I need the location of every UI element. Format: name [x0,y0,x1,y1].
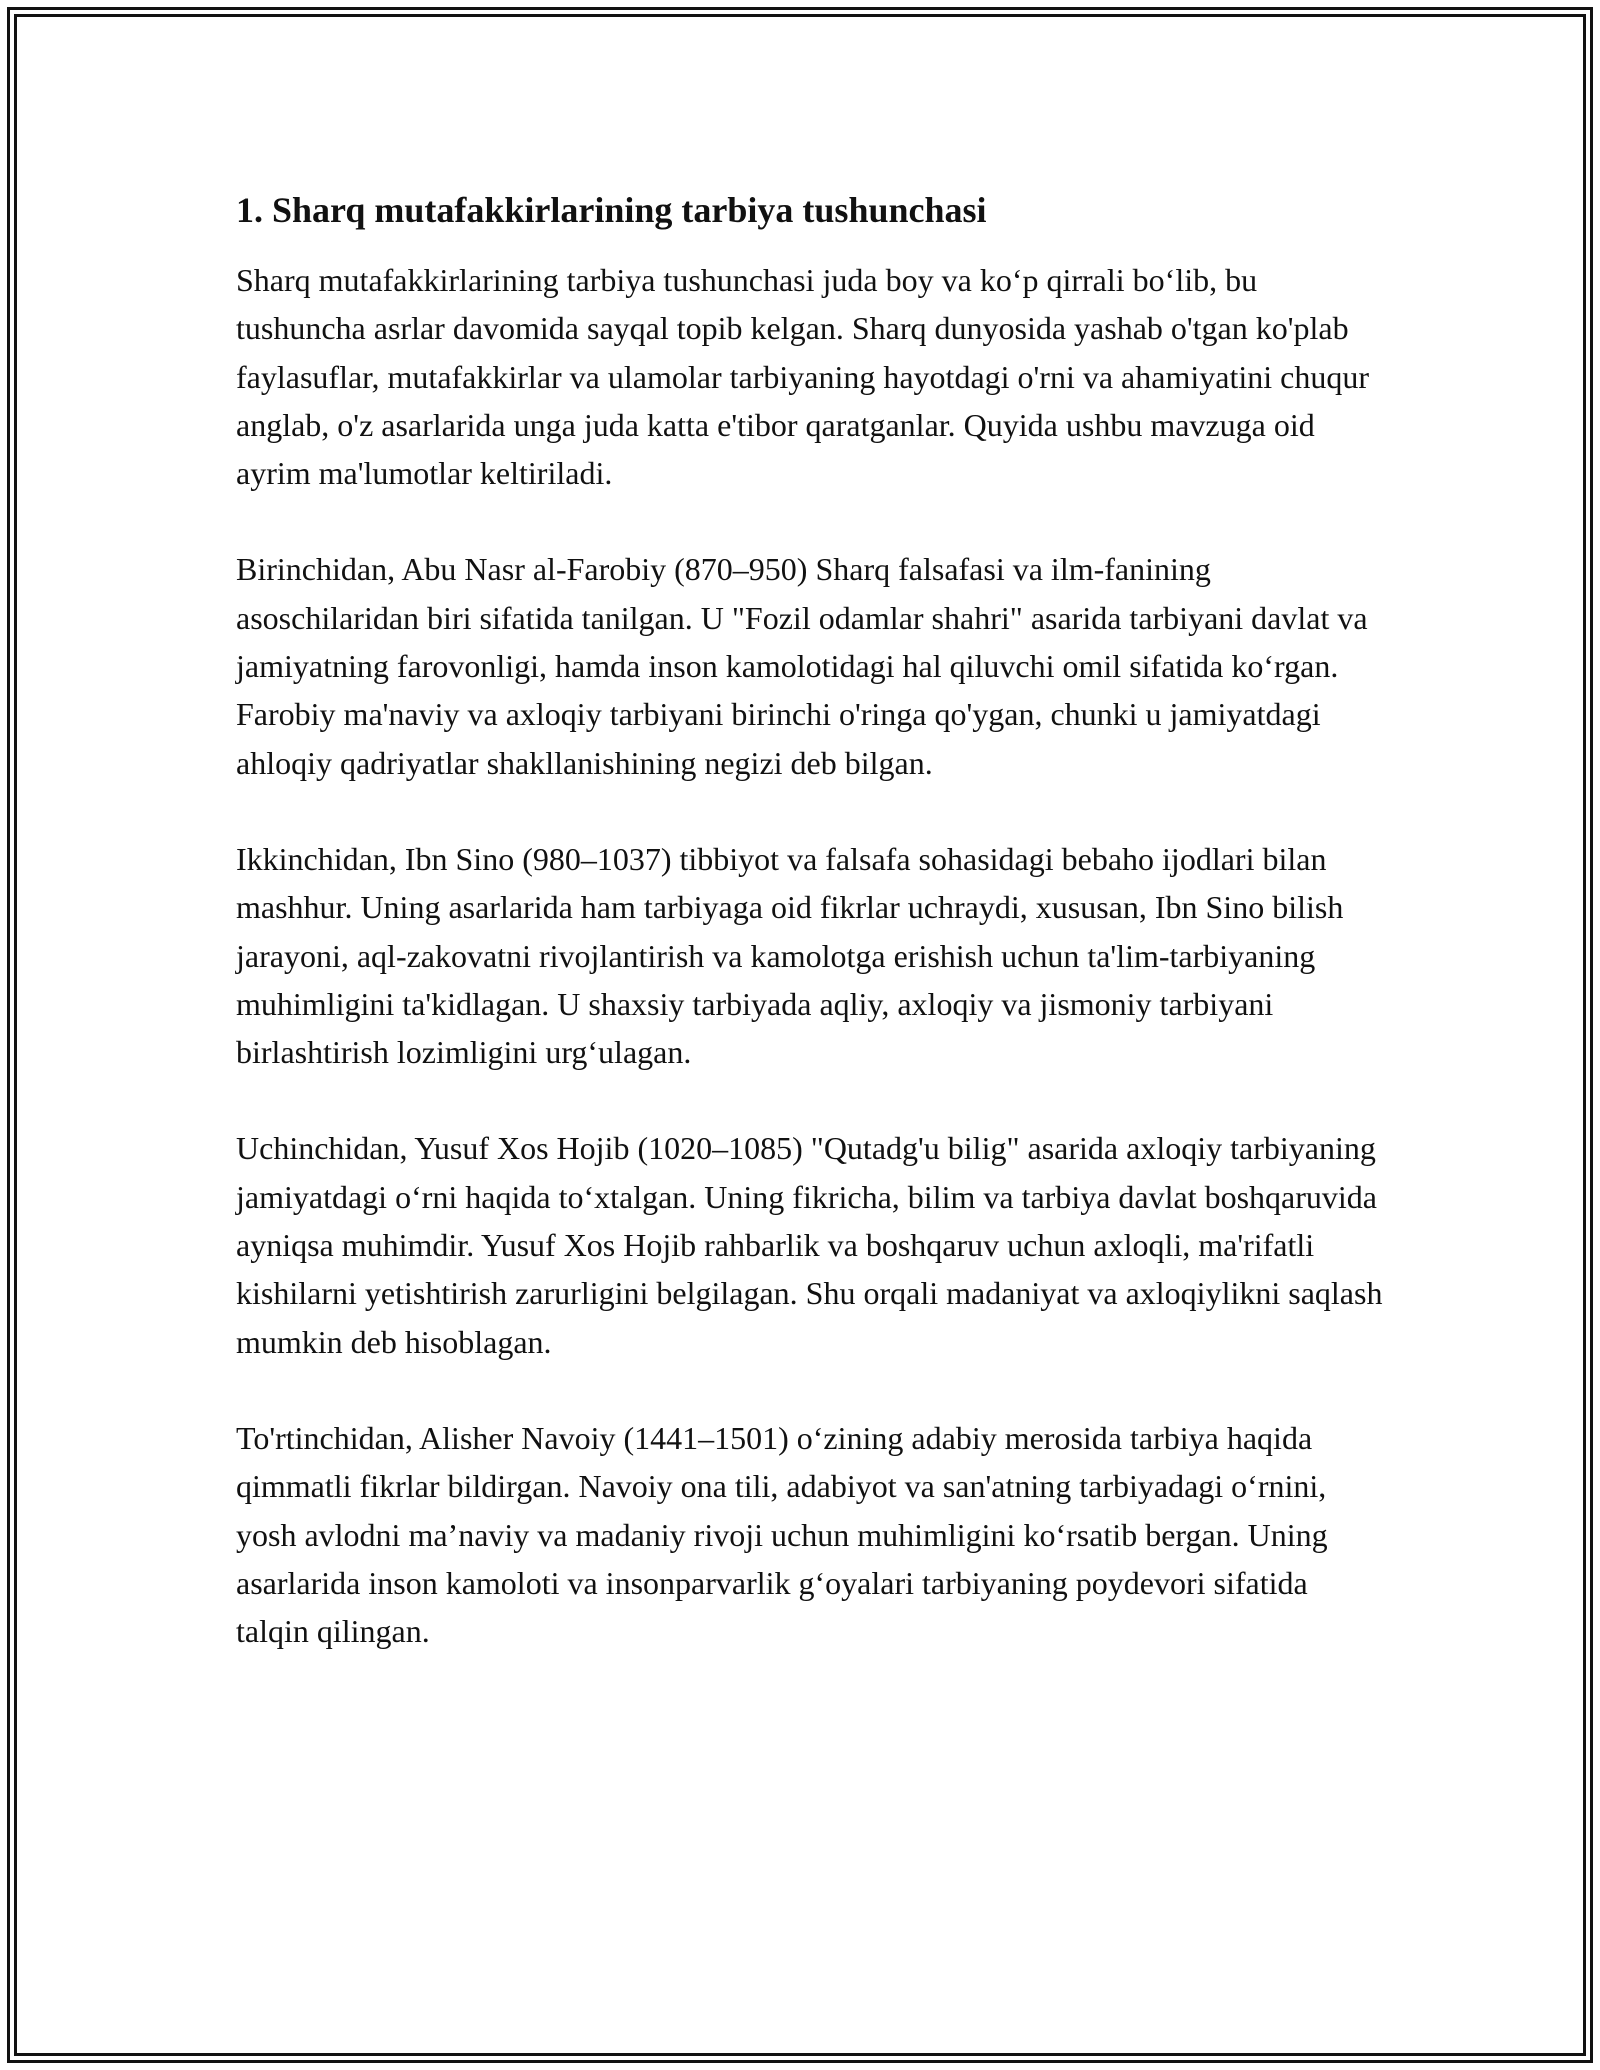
paragraph-yusuf-xos-hojib: Uchinchidan, Yusuf Xos Hojib (1020–1085) "Qutadg'u bilig" asarida axloqiy tarbiyaning jamiyatdagi oʻrni haqida toʻxtalgan. Uning fikricha, bilim va tarbiya davlat boshqaruvida ayniqsa muhimdir. Yusuf Xos Hojib rahbarlik va boshqaruv uchun axloqli, ma'rifatli kishilarni yetishtirish zarurligini belgilagan. Shu orqali madaniyat va axloqiylikni saqlash mumkin deb hisoblagan. [236,1130,1383,1360]
paragraph-ibn-sino: Ikkinchidan, Ibn Sino (980–1037) tibbiyot va falsafa sohasidagi bebaho ijodlari bilan mashhur. Uning asarlarida ham tarbiyaga oid fikrlar uchraydi, xususan, Ibn Sino bilish jarayoni, aql-zakovatni rivojlantirish va kamolotga erishish uchun ta'lim-tarbiyaning muhimligini ta'kidlagan. U shaxsiy tarbiyada aqliy, axloqiy va jismoniy tarbiyani birlashtirish lozimligini urgʻulagan. [236,840,1344,1071]
paragraph-alisher-navoiy: To'rtinchidan, Alisher Navoiy (1441–1501) oʻzining adabiy merosida tarbiya haqida qimmatli fikrlar bildirgan. Navoiy ona tili, adabiyot va san'atning tarbiyadagi oʻrnini, yosh avlodni ma’naviy va madaniy rivoji uchun muhimligini koʻrsatib bergan. Uning asarlarida inson kamoloti va insonparvarlik gʻoyalari tarbiyaning poydevori sifatida talqin qilingan. [236,1419,1328,1650]
paragraph-intro: Sharq mutafakkirlarining tarbiya tushunchasi juda boy va koʻp qirrali boʻlib, bu tushuncha asrlar davomida sayqal topib kelgan. Sharq dunyosida yashab o'tgan ko'plab faylasuflar, mutafakkirlar va ulamolar tarbiyaning hayotdagi o'rni va ahamiyatini chuqur anglab, o'z asarlarida unga juda katta e'tibor qaratganlar. Quyida ushbu mavzuga oid ayrim ma'lumotlar keltiriladi. [236,262,1369,492]
section-heading: 1. Sharq mutafakkirlarining tarbiya tushunchasi [236,190,987,230]
document-body [236,186,1386,1703]
paragraph-farobiy: Birinchidan, Abu Nasr al-Farobiy (870–950) Sharq falsafasi va ilm-fanining asoschilaridan biri sifatida tanilgan. U "Fozil odamlar shahri" asarida tarbiyani davlat va jamiyatning farovonligi, hamda inson kamolotidagi hal qiluvchi omil sifatida koʻrgan. Farobiy ma'naviy va axloqiy tarbiyani birinchi o'ringa qo'ygan, chunki u jamiyatdagi ahloqiy qadriyatlar shakllanishining negizi deb bilgan. [236,551,1368,781]
